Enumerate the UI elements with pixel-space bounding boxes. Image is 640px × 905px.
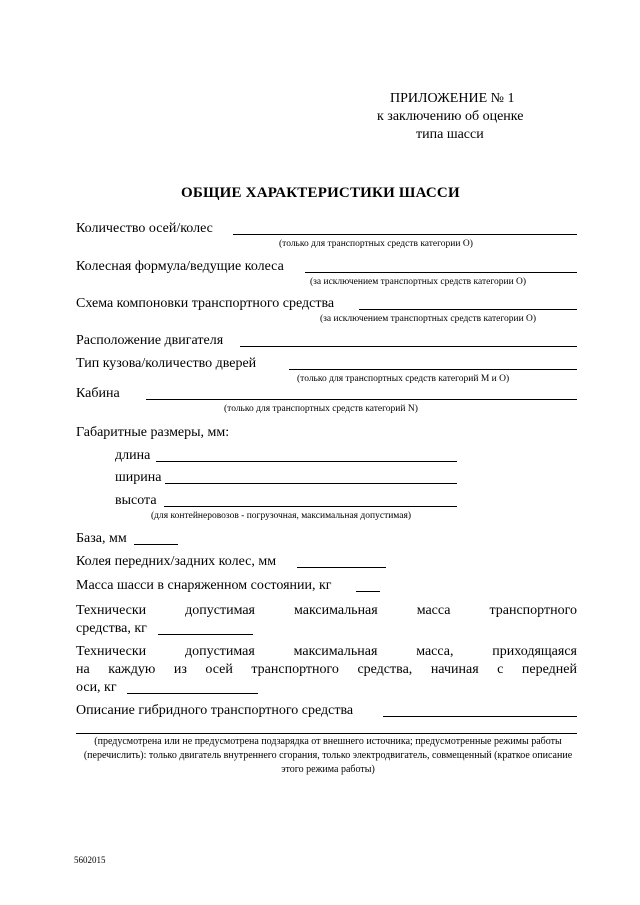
page-title: ОБЩИЕ ХАРАКТЕРИСТИКИ ШАССИ <box>181 185 460 201</box>
layout-scheme-note: (за исключением транспортных средств категории O) <box>320 314 537 324</box>
length-label: длина <box>115 448 151 463</box>
appendix-subtitle: к заключению об оценке <box>377 109 524 124</box>
width-label: ширина <box>115 470 162 485</box>
hybrid-field-2[interactable] <box>76 733 577 734</box>
form-code: 5602015 <box>74 855 106 865</box>
cab-label: Кабина <box>76 386 120 401</box>
dimensions-label: Габаритные размеры, мм: <box>76 425 230 440</box>
wheel-formula-field[interactable] <box>305 272 577 273</box>
height-label: высота <box>115 493 157 508</box>
max-mass-label: Технически допустимая максимальная масса транспортного <box>76 603 577 618</box>
wheel-formula-label: Колесная формула/ведущие колеса <box>76 259 284 274</box>
axle-mass-field[interactable] <box>127 693 258 694</box>
curb-mass-field[interactable] <box>356 591 380 592</box>
cab-field[interactable] <box>146 399 577 400</box>
cab-note: (только для транспортных средств категорий N) <box>224 404 418 414</box>
axles-wheels-field[interactable] <box>233 234 577 235</box>
height-field[interactable] <box>164 506 457 507</box>
wheel-formula-note: (за исключением транспортных средств категории O) <box>310 277 527 287</box>
curb-mass-label: Масса шасси в снаряженном состоянии, кг <box>76 578 332 593</box>
appendix-subtitle-2: типа шасси <box>416 127 484 142</box>
axles-wheels-note: (только для транспортных средств категории O) <box>279 239 473 249</box>
max-mass-field[interactable] <box>158 634 253 635</box>
hybrid-note: (предусмотрена или не предусмотрена подзарядка от внешнего источника; предусмотренные режимы работы (перечислить): только двигатель внутреннего сгорания, только электродвигатель, совмещенный (краткое описание этого режима работы) <box>83 736 573 775</box>
width-field[interactable] <box>165 483 457 484</box>
body-doors-label: Тип кузова/количество дверей <box>76 356 257 371</box>
body-doors-field[interactable] <box>289 369 577 370</box>
body-doors-note: (только для транспортных средств категорий M и O) <box>297 374 510 384</box>
track-field[interactable] <box>297 567 386 568</box>
engine-location-field[interactable] <box>240 346 577 347</box>
axles-wheels-label: Количество осей/колес <box>76 221 213 236</box>
max-mass-label-2: средства, кг <box>76 621 147 636</box>
length-field[interactable] <box>156 461 457 462</box>
appendix-number: ПРИЛОЖЕНИЕ № 1 <box>390 91 515 106</box>
layout-scheme-field[interactable] <box>359 309 577 310</box>
track-label: Колея передних/задних колес, мм <box>76 554 277 569</box>
hybrid-field[interactable] <box>383 716 577 717</box>
engine-location-label: Расположение двигателя <box>76 333 224 348</box>
axle-mass-label-2: на каждую из осей транспортного средства, начиная с передней <box>76 662 577 677</box>
layout-scheme-label: Схема компоновки транспортного средства <box>76 296 335 311</box>
axle-mass-label-3: оси, кг <box>76 680 117 695</box>
hybrid-label: Описание гибридного транспортного средства <box>76 703 354 718</box>
height-note: (для контейнеровозов - погрузочная, максимальная допустимая) <box>151 511 411 521</box>
wheelbase-field[interactable] <box>134 544 178 545</box>
wheelbase-label: База, мм <box>76 531 127 546</box>
axle-mass-label: Технически допустимая максимальная масса, приходящаяся <box>76 644 577 659</box>
